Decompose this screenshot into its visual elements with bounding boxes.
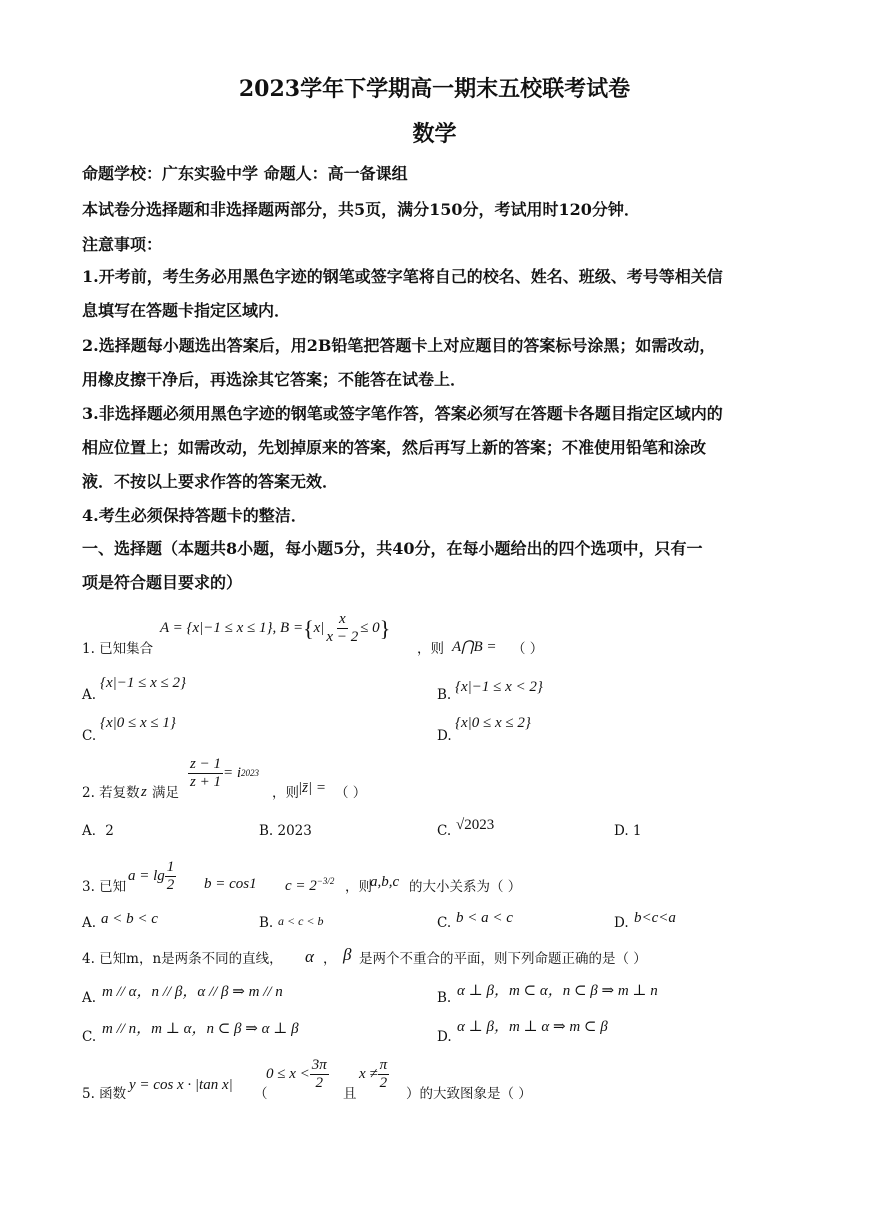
q3-c-def	[285, 877, 334, 894]
section-heading-cont: 项是符合题目要求的）	[82, 573, 243, 592]
q4-option-a: m // α，n // β，α // β ⇒ m // n	[102, 984, 283, 1000]
q2-satisfy: 满足	[152, 785, 179, 801]
q3-lead: 3. 已知	[82, 879, 127, 895]
exam-author-line: 命题学校：广东实验中学 命题人：高一备课组	[82, 164, 408, 183]
note-line: 息填写在答题卡指定区域内．	[82, 301, 291, 320]
q4-beta: β	[343, 945, 352, 964]
q3-tail: 的大小关系为（ ）	[409, 879, 522, 895]
q1-option-c: {x|0 ≤ x ≤ 1}	[100, 715, 176, 731]
q3-a-num: 1	[166, 859, 175, 875]
q5-lead: 5. 函数	[82, 1086, 127, 1102]
q5-exclusion-den: 2	[379, 1075, 388, 1091]
q4-lead: 4. 已知m，n是两条不同的直线，	[82, 951, 283, 967]
q1-option-a: {x|−1 ≤ x ≤ 2}	[100, 675, 187, 691]
q1-option-d-label: D.	[437, 728, 452, 744]
q1-option-c-label: C.	[82, 728, 97, 744]
q5-exclusion-fraction	[378, 1058, 390, 1091]
notes-heading: 注意事项：	[82, 235, 163, 254]
q4-option-c: m // n，m ⊥ α，n ⊂ β ⇒ α ⊥ β	[102, 1021, 299, 1037]
q2-option-a: A．2	[82, 823, 114, 839]
q5-function: y = cos x · |tan x|	[129, 1077, 233, 1093]
q2-option-c-label: C.	[437, 823, 452, 839]
q5-range-den: 2	[315, 1075, 324, 1091]
q2-option-d: D. 1	[614, 823, 642, 839]
q2-frac-den: z + 1	[190, 774, 221, 790]
q1-paren: （ ）	[512, 641, 544, 657]
note-line: 1.开考前，考生务必用黑色字迹的钢笔或签字笔将自己的校名、姓名、班级、考号等相关信	[82, 267, 723, 286]
note-line: 3.非选择题必须用黑色字迹的钢笔或签字笔作答，答案必须写在答题卡各题目指定区域内的	[82, 404, 723, 423]
q3-a-fraction	[165, 860, 177, 893]
q1-fraction	[324, 612, 360, 645]
q2-option-b: B. 2023	[259, 823, 312, 839]
section-heading: 一、选择题（本题共8小题，每小题5分，共40分，在每小题给出的四个选项中，只有一	[82, 539, 703, 558]
q2-frac-num: z − 1	[190, 756, 221, 772]
q5-and: 且	[343, 1086, 357, 1102]
q4-sep: ，	[323, 951, 337, 967]
q5-range	[266, 1058, 329, 1091]
q3-option-a-label: A.	[82, 915, 97, 931]
exam-title: 2023学年下学期高一期末五校联考试卷	[238, 76, 631, 102]
q5-range-num: 3π	[311, 1057, 327, 1073]
q3-b-def: b = cos1	[204, 876, 257, 892]
q5-range-fraction	[310, 1058, 329, 1091]
q4-tail: 是两个不重合的平面，则下列命题正确的是（ ）	[359, 951, 647, 967]
q2-ask: |z̄| =	[298, 780, 326, 796]
q1-frac-den: x − 2	[326, 629, 359, 645]
q2-fraction	[188, 757, 223, 790]
q2-eq: = i	[222, 765, 242, 781]
q1-sets: A = {x|−1 ≤ x ≤ 1}, B = { x| $\frac{x}{x - 2}$ ≤ 0 }	[160, 611, 391, 645]
q3-then: ，则	[345, 879, 372, 895]
q4-option-c-label: C.	[82, 1029, 97, 1045]
q3-a-pre: a = lg	[128, 868, 165, 884]
q3-option-b: a < c < b	[278, 914, 324, 928]
q1-set-b-post: ≤ 0	[360, 620, 380, 636]
q5-exclusion-pre: x ≠	[359, 1066, 378, 1082]
q5-open-paren: （	[254, 1086, 268, 1102]
q1-set-b-pre: x|	[313, 620, 325, 636]
q3-option-c: b < a < c	[456, 910, 513, 926]
q2-then: ，则	[272, 785, 299, 801]
q2-option-c: √2023	[456, 817, 495, 833]
q1-then: ，则	[417, 641, 444, 657]
q1-set-a: A = {x|−1 ≤ x ≤ 1}, B =	[160, 620, 304, 636]
q2-lead: 2. 若复数	[82, 785, 140, 801]
q3-option-c-label: C.	[437, 915, 452, 931]
q5-exclusion-num: π	[379, 1057, 388, 1073]
q5-exclusion	[359, 1058, 389, 1091]
q3-option-d: b<c<a	[634, 910, 676, 926]
q4-option-b-label: B.	[437, 990, 452, 1006]
q3-c-exponent: −3/2	[316, 876, 335, 886]
q1-frac-num: x	[338, 611, 346, 627]
q2-equation	[188, 757, 259, 790]
q4-option-d-label: D.	[437, 1029, 452, 1045]
q3-option-a: a < b < c	[101, 911, 158, 927]
q3-a-def	[128, 860, 176, 893]
exam-summary: 本试卷分选择题和非选择题两部分，共5页，满分150分，考试用时120分钟．	[82, 200, 640, 219]
note-line: 4.考生必须保持答题卡的整洁．	[82, 506, 307, 525]
note-line: 2.选择题每小题选出答案后，用2B铅笔把答题卡上对应题目的答案标号涂黑；如需改动，	[82, 336, 716, 355]
q1-option-a-label: A.	[82, 687, 97, 703]
q3-vars: a,b,c	[370, 874, 400, 890]
q2-var: z	[141, 784, 147, 800]
note-line: 用橡皮擦干净后，再选涂其它答案；不能答在试卷上．	[82, 370, 467, 389]
exam-subject: 数学	[412, 121, 457, 147]
q1-option-b: {x|−1 ≤ x < 2}	[455, 679, 543, 695]
q3-c-pre: c = 2	[285, 878, 317, 894]
q2-paren: （ ）	[335, 785, 367, 801]
q4-option-a-label: A.	[82, 990, 97, 1006]
q3-option-d-label: D.	[614, 915, 629, 931]
q5-tail: ）的大致图象是（ ）	[406, 1086, 532, 1102]
q3-option-b-label: B.	[259, 915, 274, 931]
q4-option-d: α ⊥ β，m ⊥ α ⇒ m ⊂ β	[457, 1019, 608, 1035]
q2-exponent: 2023	[241, 768, 260, 778]
q1-option-d: {x|0 ≤ x ≤ 2}	[455, 715, 531, 731]
q3-a-den: 2	[166, 877, 175, 893]
q4-alpha: α	[305, 947, 314, 966]
q1-ask: A⋂B =	[452, 639, 497, 655]
q4-option-b: α ⊥ β，m ⊂ α，n ⊂ β ⇒ m ⊥ n	[457, 983, 658, 999]
q1-lead: 1. 已知集合	[82, 641, 154, 657]
note-line: 相应位置上；如需改动，先划掉原来的答案，然后再写上新的答案；不准使用铅笔和涂改	[82, 438, 707, 457]
note-line: 液．不按以上要求作答的答案无效．	[82, 472, 339, 491]
q1-option-b-label: B.	[437, 687, 452, 703]
q5-range-pre: 0 ≤ x <	[266, 1066, 310, 1082]
